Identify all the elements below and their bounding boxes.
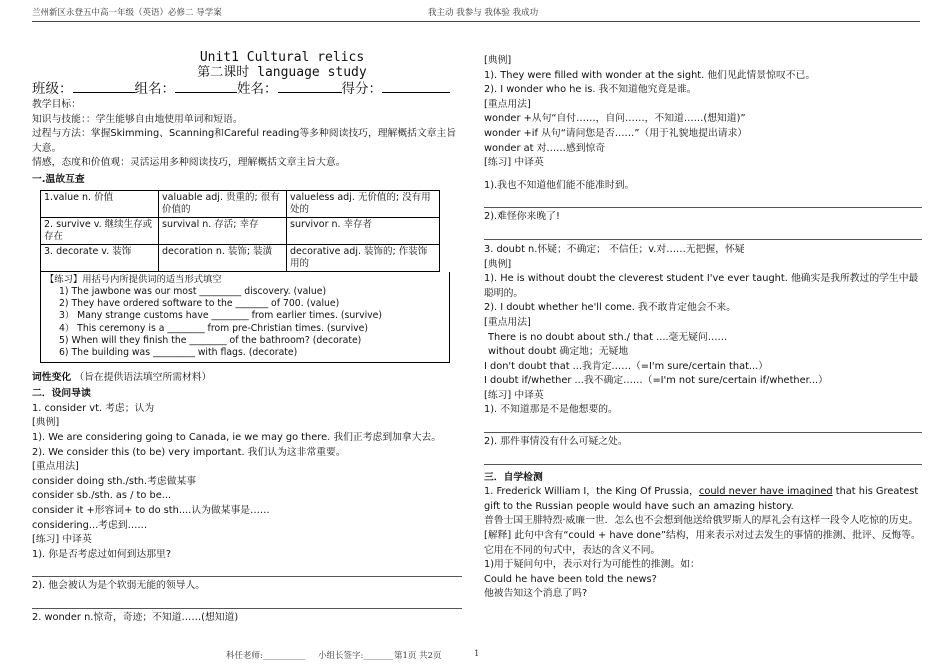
example-line: 2). We consider this (to be) very important. 我们认为这非常重要。 xyxy=(32,446,346,458)
table-cell: valuable adj. 贵重的; 很有价值的 xyxy=(159,190,287,217)
analysis-example-en: Could he have been told the news? xyxy=(484,573,657,585)
footer-leader: 小组长签字:_______ xyxy=(318,651,394,661)
unit-title: Unit1 Cultural relics xyxy=(199,50,365,65)
exercise-item: 3） Many strange customs have ________ from earlier times. (survive) xyxy=(59,310,383,322)
example-line: 2). I doubt whether he'll come. 我不敢肯定他会不来。 xyxy=(484,302,736,314)
objective-process: 过程与方法：掌握Skimming、Scanning和Careful reading等多种阅读技巧，理解概括文章主旨大意。 xyxy=(32,128,457,154)
practice-line: 2).难怪你来晚了! xyxy=(484,211,560,223)
practice-line: 2). 他会被认为是个软弱无能的领导人。 xyxy=(32,580,206,592)
table-cell: survivor n. 幸存者 xyxy=(287,217,440,244)
usage-line: I don't doubt that ...我肯定……（=I'm sure/certain that...） xyxy=(484,360,769,372)
practice-label: [练习] 中译英 xyxy=(484,157,544,169)
example-label: [典例] xyxy=(32,417,60,429)
section3-title: 三．自学检测 xyxy=(484,471,543,483)
usage-line: consider sb./sth. as / to be... xyxy=(32,490,172,502)
objective-attitude: 情感，态度和价值观：灵活运用多种阅读技巧，理解概括文章主旨大意。 xyxy=(32,157,346,169)
analysis-text: [解释] 此句中含有“could + have done”结构，用来表示对过去发生的事情的推测、批评、反悔等。它用在不同的句式中，表达的含义不同。 xyxy=(484,530,921,556)
page-header-right: 我主动 我参与 我体验 我成功 xyxy=(428,8,539,18)
exercise-item: 2) They have ordered software to the _______ of 700. (value) xyxy=(59,298,340,310)
footer-page: 第1页 共2页 xyxy=(394,651,442,661)
doubt-head: 3. doubt n.怀疑；不确定； 不信任；v.对……无把握，怀疑 xyxy=(484,243,745,255)
example-line: 2). I wonder who he is. 我不知道他究竟是谁。 xyxy=(484,84,697,96)
answer-line[interactable] xyxy=(484,225,922,240)
group-blank[interactable] xyxy=(175,92,237,93)
example-line: 1). He is without doubt the cleverest student I've ever taught. 他确实是我所教过的学生中最聪明的。 xyxy=(484,273,919,299)
table-row xyxy=(41,244,440,271)
score-blank[interactable] xyxy=(382,92,450,93)
example-label: [典例] xyxy=(484,258,512,270)
right-column xyxy=(484,54,922,602)
example-label: [典例] xyxy=(484,55,512,66)
practice-line: 1). 你是否考虑过如何到达那里? xyxy=(32,548,172,560)
table-cell: decoration n. 装饰; 装潢 xyxy=(159,244,287,271)
frederick-translation: 普鲁士国王腓特烈·威廉一世．怎么也不会想到他送给俄罗斯人的厚礼会有这样一段令人吃惊的历史。 xyxy=(484,515,919,527)
usage-label: [重点用法] xyxy=(484,98,531,110)
table-cell: 3. decorate v. 装饰 xyxy=(41,244,159,271)
exercise-item: 4） This ceremony is a ________ from pre-Christian times. (survive) xyxy=(59,322,369,334)
usage-line: I doubt if/whether ...我不确定……（=I'm not sure/certain if/whether...） xyxy=(484,375,828,387)
section1-title: 一.温故互查 xyxy=(32,173,85,185)
student-info xyxy=(32,81,462,98)
class-label: 班级： xyxy=(32,81,73,97)
table-cell: valueless adj. 无价值的; 没有用处的 xyxy=(287,190,440,217)
vocab-table xyxy=(40,190,440,272)
word-change-note: （旨在提供语法填空所需材料） xyxy=(74,371,212,383)
frederick-sentence xyxy=(484,485,922,514)
usage-line: There is no doubt about sth./ that ....毫无疑问…… xyxy=(488,331,728,343)
example-line: 1). We are considering going to Canada, ie we may go there. 我们正考虑到加拿大去。 xyxy=(32,432,442,444)
table-cell: survival n. 存活; 幸存 xyxy=(159,217,287,244)
score-label: 得分： xyxy=(341,81,382,97)
usage-line: consider it +形容词+ to do sth....认为做某事是…… xyxy=(32,504,270,516)
word-change-label: 词性变化 xyxy=(32,371,72,383)
table-cell: decorative adj. 装饰的; 作装饰用的 xyxy=(287,244,440,271)
wonder-block xyxy=(484,54,922,240)
practice-line: 1).我也不知道他们能不能准时到。 xyxy=(484,179,635,191)
wonder-head: 2. wonder n.惊奇，奇迹；不知道……(想知道) xyxy=(32,611,239,623)
exercise-item: 1) The jawbone was our most _________ discovery. (value) xyxy=(59,285,327,297)
left-column xyxy=(32,50,462,626)
usage-line: wonder at 对……感到惊奇 xyxy=(484,142,606,154)
usage-line: consider doing sth./sth.考虑做某事 xyxy=(32,475,197,487)
objectives-title: 教学目标： xyxy=(32,99,81,110)
self-test-block xyxy=(484,485,922,602)
consider-block xyxy=(32,402,462,626)
exercise-item: 6) The building was _________ with flags. (decorate) xyxy=(59,347,298,359)
frederick-underlined: could never have imagined xyxy=(698,486,833,498)
name-blank[interactable] xyxy=(278,92,342,93)
table-cell: 2. survive v. 继续生存或存在 xyxy=(41,217,159,244)
answer-line[interactable] xyxy=(484,450,922,465)
footer-number: 1 xyxy=(474,649,480,659)
answer-line[interactable] xyxy=(32,594,462,609)
practice-label: [练习] 中译英 xyxy=(32,534,92,546)
footer-teacher: 科任老师:__________ xyxy=(226,651,306,661)
name-label: 姓名： xyxy=(237,81,278,97)
word-change xyxy=(32,371,462,386)
usage-line: considering...考虑到…… xyxy=(32,519,148,531)
usage-line: wonder +if 从句“请问您是否……”（用于礼貌地提出请求） xyxy=(484,127,748,139)
objectives xyxy=(32,98,462,171)
analysis-point: 1)用于疑问句中，表示对行为可能性的推测。如： xyxy=(484,559,700,571)
table-row xyxy=(41,190,440,217)
section2-title: 二．设问导读 xyxy=(32,388,91,400)
frederick-pre: 1. Frederick William I，the King Of Prussia， xyxy=(484,486,699,498)
usage-line: without doubt 确定地；无疑地 xyxy=(488,346,629,358)
consider-head: 1. consider vt. 考虑；认为 xyxy=(32,402,155,414)
frederick-post: that his Greatest gift to the Russian people would have such an amazing history. xyxy=(484,486,919,512)
answer-line[interactable] xyxy=(484,193,922,208)
usage-line: wonder +从句“自付……，自问……，不知道……(想知道)” xyxy=(484,113,746,125)
table-row xyxy=(41,217,440,244)
practice-line: 1). 不知道那是不是他想要的。 xyxy=(484,404,618,416)
exercise-box xyxy=(40,272,450,363)
table-cell: 1.value n. 价值 xyxy=(41,190,159,217)
objective-knowledge: 知识与技能：：学生能够自由地使用单词和短语。 xyxy=(32,113,243,125)
page-header-left: 兰州新区永登五中高一年级（英语）必修二 导学案 xyxy=(32,8,222,18)
usage-label: [重点用法] xyxy=(32,461,79,473)
class-blank[interactable] xyxy=(73,92,135,93)
doubt-block xyxy=(484,243,922,465)
lesson-title: 第二课时 language study xyxy=(197,65,367,80)
analysis-example-cn: 他被告知这个消息了吗? xyxy=(484,588,588,600)
group-label: 组名： xyxy=(134,81,175,97)
exercise-title: 【练习】用括号内所提供词的适当形式填空 xyxy=(45,273,222,285)
answer-line[interactable] xyxy=(484,418,922,433)
header-divider xyxy=(32,21,920,22)
usage-label: [重点用法] xyxy=(484,316,531,328)
practice-line: 2). 那件事情没有什么可疑之处。 xyxy=(484,436,628,448)
answer-line[interactable] xyxy=(32,562,462,577)
example-line: 1). They were filled with wonder at the sight. 他们见此情景惊叹不已。 xyxy=(484,69,816,81)
practice-label: [练习] 中译英 xyxy=(484,389,544,401)
exercise-item: 5) When will they finish the ________ of the bathroom? (decorate) xyxy=(59,335,362,347)
